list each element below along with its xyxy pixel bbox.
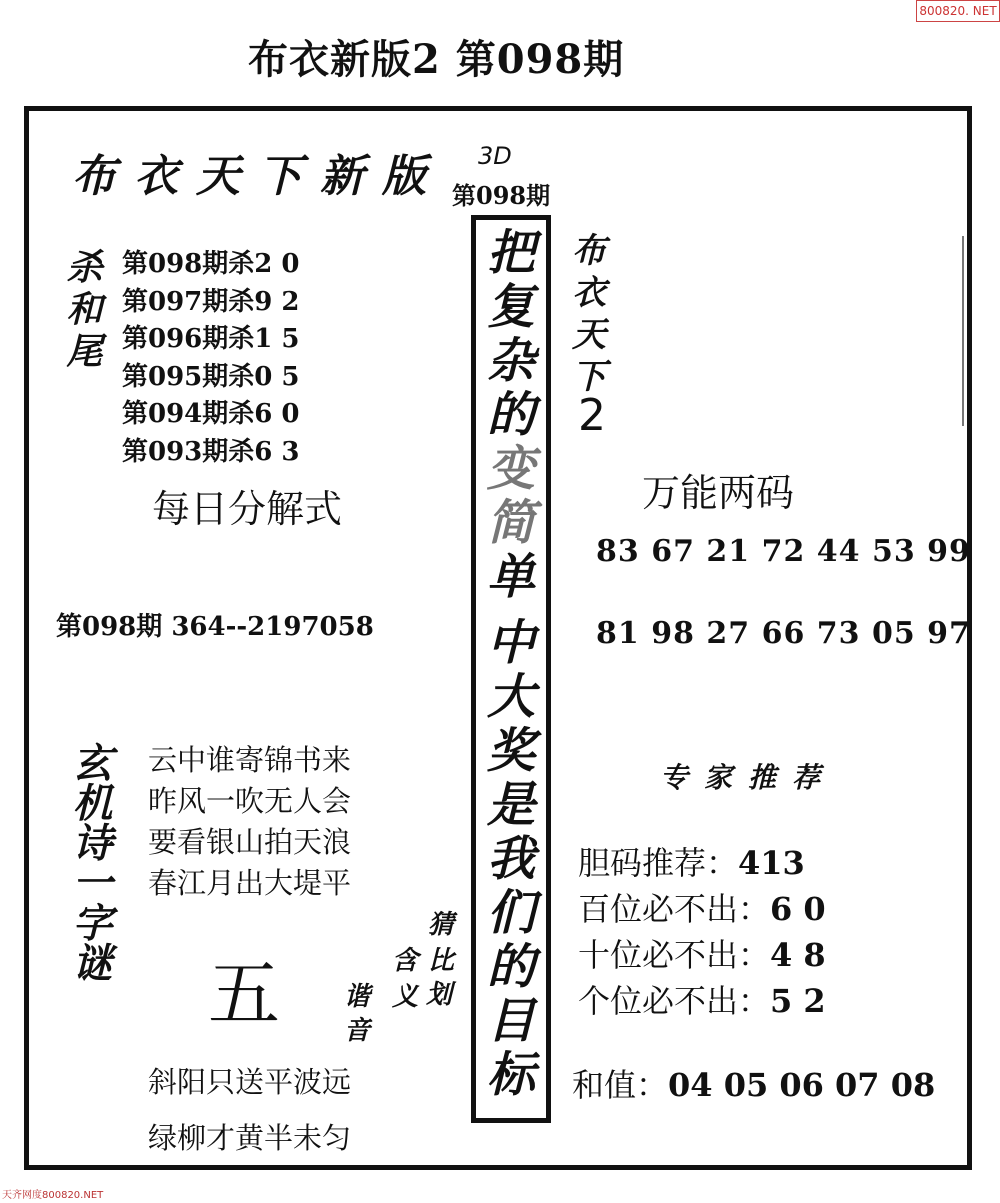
kill-list (122, 246, 300, 471)
page-title: 布衣新版2 第098期 (248, 36, 625, 83)
slogan-char: 中 (486, 615, 535, 671)
slogan-char: 目 (486, 993, 535, 1049)
poem-line: 斜阳只送平波远 (148, 1065, 352, 1099)
two-code-row: 81 98 27 66 73 05 97 (596, 616, 971, 651)
hint-char: 谐 (344, 982, 371, 1012)
rec-row (578, 932, 826, 978)
kill-list-item: 第098期杀2 0 (122, 249, 300, 279)
expert-recommendations (578, 840, 826, 1024)
riddle-poem-ending (148, 1054, 351, 1166)
slogan-char: 复 (486, 279, 535, 335)
brand-version: 2 (578, 390, 606, 441)
rec-value: 6 0 (770, 890, 826, 928)
kill-section-title: 杀和尾 (61, 248, 103, 374)
slogan-char: 把 (486, 225, 535, 281)
slogan-char: 单 (486, 549, 535, 605)
rec-row (578, 840, 826, 886)
slogan-char: 是 (486, 777, 535, 833)
daily-formula: 第098期 364--2197058 (56, 612, 374, 642)
brand-char: 天 (572, 315, 606, 355)
issue-number: 第098期 (452, 181, 551, 210)
poem-line: 要看银山拍天浪 (148, 825, 352, 859)
hint-char: 比 (428, 946, 455, 976)
brand-title: 布衣天下新版 (72, 151, 444, 202)
slogan-char: 的 (486, 939, 535, 995)
poem-line: 云中谁寄锦书来 (148, 743, 352, 777)
slogan-char: 奖 (486, 723, 535, 779)
slogan-char: 大 (486, 669, 535, 725)
rec-label: 胆码推荐： (578, 844, 739, 882)
slogan-char: 杂 (486, 333, 535, 389)
daily-section-title: 每日分解式 (152, 487, 343, 531)
brand-vertical (572, 230, 606, 398)
sum-label: 和值： (572, 1066, 669, 1104)
riddle-poem (148, 740, 351, 904)
rec-row (578, 886, 826, 932)
brand-char: 布 (572, 231, 606, 271)
footer-watermark: 天齐网度800820.NET (2, 1190, 104, 1201)
lottery-type-label: 3D (478, 142, 512, 170)
sum-value-line (572, 1060, 935, 1106)
poem-line: 绿柳才黄半未匀 (148, 1121, 352, 1155)
expert-title: 专家推荐 (660, 761, 837, 794)
kill-list-item: 第094期杀6 0 (122, 399, 300, 429)
two-code-row: 83 67 21 72 44 53 99 (596, 534, 971, 569)
rec-label: 十位必不出： (578, 936, 771, 974)
sum-value: 04 05 06 07 08 (668, 1066, 936, 1104)
slogan-char: 们 (486, 885, 535, 941)
rec-value: 5 2 (770, 982, 826, 1020)
kill-list-item: 第095期杀0 5 (122, 361, 300, 392)
rec-row (578, 978, 826, 1024)
kill-list-item: 第093期杀6 3 (122, 436, 300, 467)
hint-char: 音 (344, 1016, 371, 1046)
slogan-char: 变 (486, 441, 535, 497)
slogan-char: 简 (486, 495, 535, 551)
hint-char: 含 (392, 946, 419, 976)
poem-line: 昨风一吹无人会 (148, 784, 352, 818)
riddle-answer: 五 (208, 952, 281, 1036)
right-edge-line (962, 236, 964, 426)
rec-value: 413 (738, 844, 805, 882)
hint-char: 猜 (428, 910, 455, 940)
hint-char: 划 (426, 980, 453, 1010)
rec-value: 4 8 (770, 936, 826, 974)
center-slogan (481, 226, 541, 1102)
hint-char: 义 (392, 982, 419, 1012)
kill-list-item: 第097期杀9 2 (122, 286, 300, 317)
two-code-title: 万能两码 (642, 471, 795, 515)
rec-label: 百位必不出： (578, 890, 771, 928)
rec-label: 个位必不出： (578, 982, 771, 1020)
slogan-char: 我 (486, 831, 535, 887)
kill-list-item: 第096期杀1 5 (122, 324, 300, 354)
slogan-char: 的 (486, 387, 535, 443)
brand-char: 下 (572, 357, 606, 397)
poem-title: 玄机诗一字谜 (66, 742, 113, 982)
site-watermark: 800820. NET (916, 0, 1000, 22)
poem-line: 春江月出大堤平 (148, 866, 352, 900)
brand-char: 衣 (572, 273, 606, 313)
slogan-char: 标 (486, 1047, 535, 1103)
